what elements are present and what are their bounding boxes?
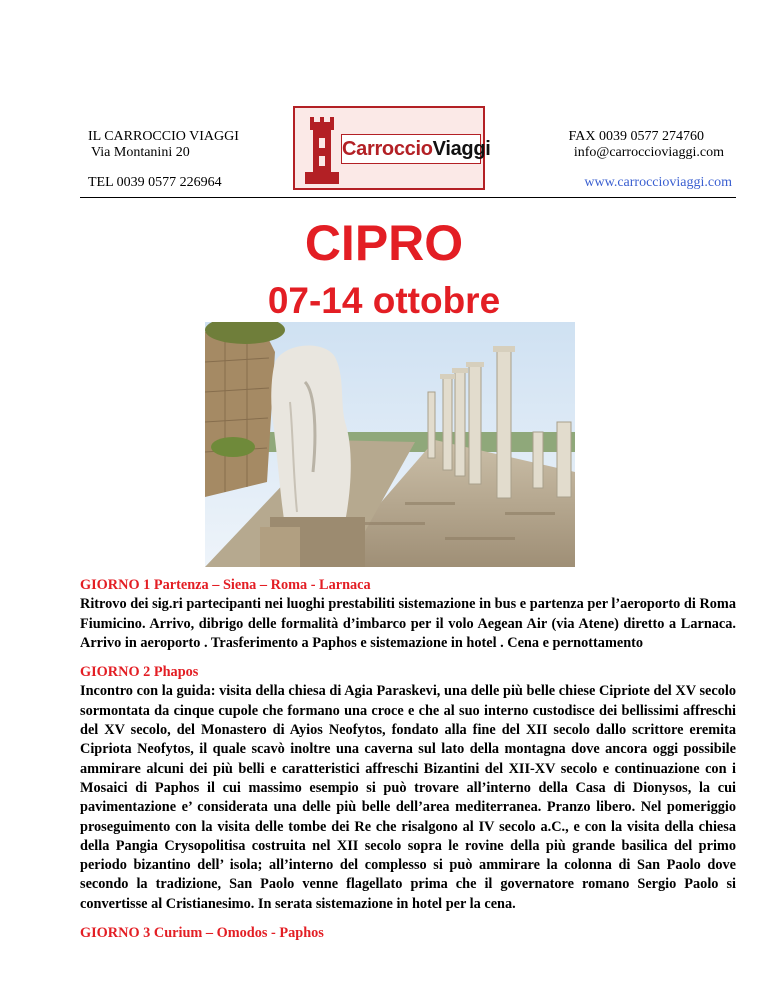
trip-dates: 07-14 ottobre — [267, 280, 501, 321]
company-fax: FAX 0039 0577 274760 — [568, 129, 704, 144]
logo-wordmark: CarroccioViaggi — [341, 134, 481, 164]
company-phone: TEL 0039 0577 226964 — [88, 175, 222, 190]
cyprus-ruins-photo — [205, 322, 575, 567]
header-divider — [80, 197, 736, 198]
day-title: GIORNO 2 Phapos — [80, 664, 199, 681]
carroccio-viaggi-logo — [293, 106, 491, 190]
itinerary-day — [80, 663, 736, 914]
itinerary-day — [80, 924, 736, 943]
company-website-link[interactable]: www.carroccioviaggi.com — [584, 175, 732, 190]
tower-icon — [303, 114, 341, 186]
itinerary-day — [80, 576, 736, 653]
day-description: Incontro con la guida: visita della chiesa di Agia Paraskevi, una delle più belle chiese Cipriote del XV secolo sormontata da cinque cupole che formano una croce e che al suo interno custodisce dei bellissimi affreschi del XV secolo, del Monastero di Ayios Neofytos, fondato alla fine del XII secolo dallo scrittore eremita Cipriota Neofytos, il quale scavò inoltre una caverna sul lato della montagna dove ancora oggi possibile ammirare alcuni dei più belli e caratteristici affreschi Bizantini del XII-XV secolo e continuazione con i Mosaici di Paphos il cui massimo esempio si può trovare all’interno della Casa di Dionysos, la cui pavimentazione e’ considerata una delle più belle dell’area mediterranea. Pranzo libero. Nel pomeriggio proseguimento con la visita delle tombe dei Re che risalgono al IV secolo a.C., e con la visita della chiesa della Pangia Crysopolitisa costruita nel XII secolo sopra le rovine della più grande basilica del primo periodo bizantino dell’ isola; all’interno del complesso si può ammirare la colonna di San Paolo dove secondo la tradizione, San Paolo venne flagellato prima che il governatore romano Sergio Paolo si convertisse al Cristianesimo. In serata sistemazione in hotel per la cena. — [80, 683, 736, 912]
company-email[interactable]: info@carroccioviaggi.com — [573, 145, 724, 160]
page-title: CIPRO — [304, 215, 464, 271]
day-description: Ritrovo dei sig.ri partecipanti nei luoghi prestabiliti sistemazione in bus e partenza per l’aeroporto di Roma Fiumicino. Arrivo, dibrigo delle formalità d’imbarco per il volo Aegean Air (via Atene) diretto a Larnaca. Arrivo in aeroporto . Trasferimento a Paphos e sistemazione in hotel . Cena e pernottamento — [80, 596, 736, 651]
letterhead — [80, 96, 736, 200]
company-address: Via Montanini 20 — [91, 145, 190, 160]
day-title: GIORNO 1 Partenza – Siena – Roma - Larnaca — [80, 577, 371, 593]
company-name: IL CARROCCIO VIAGGI — [88, 129, 239, 144]
colonnade-image — [205, 322, 575, 567]
day-title: GIORNO 3 Curium – Omodos - Paphos — [80, 925, 324, 942]
itinerary — [80, 576, 736, 953]
